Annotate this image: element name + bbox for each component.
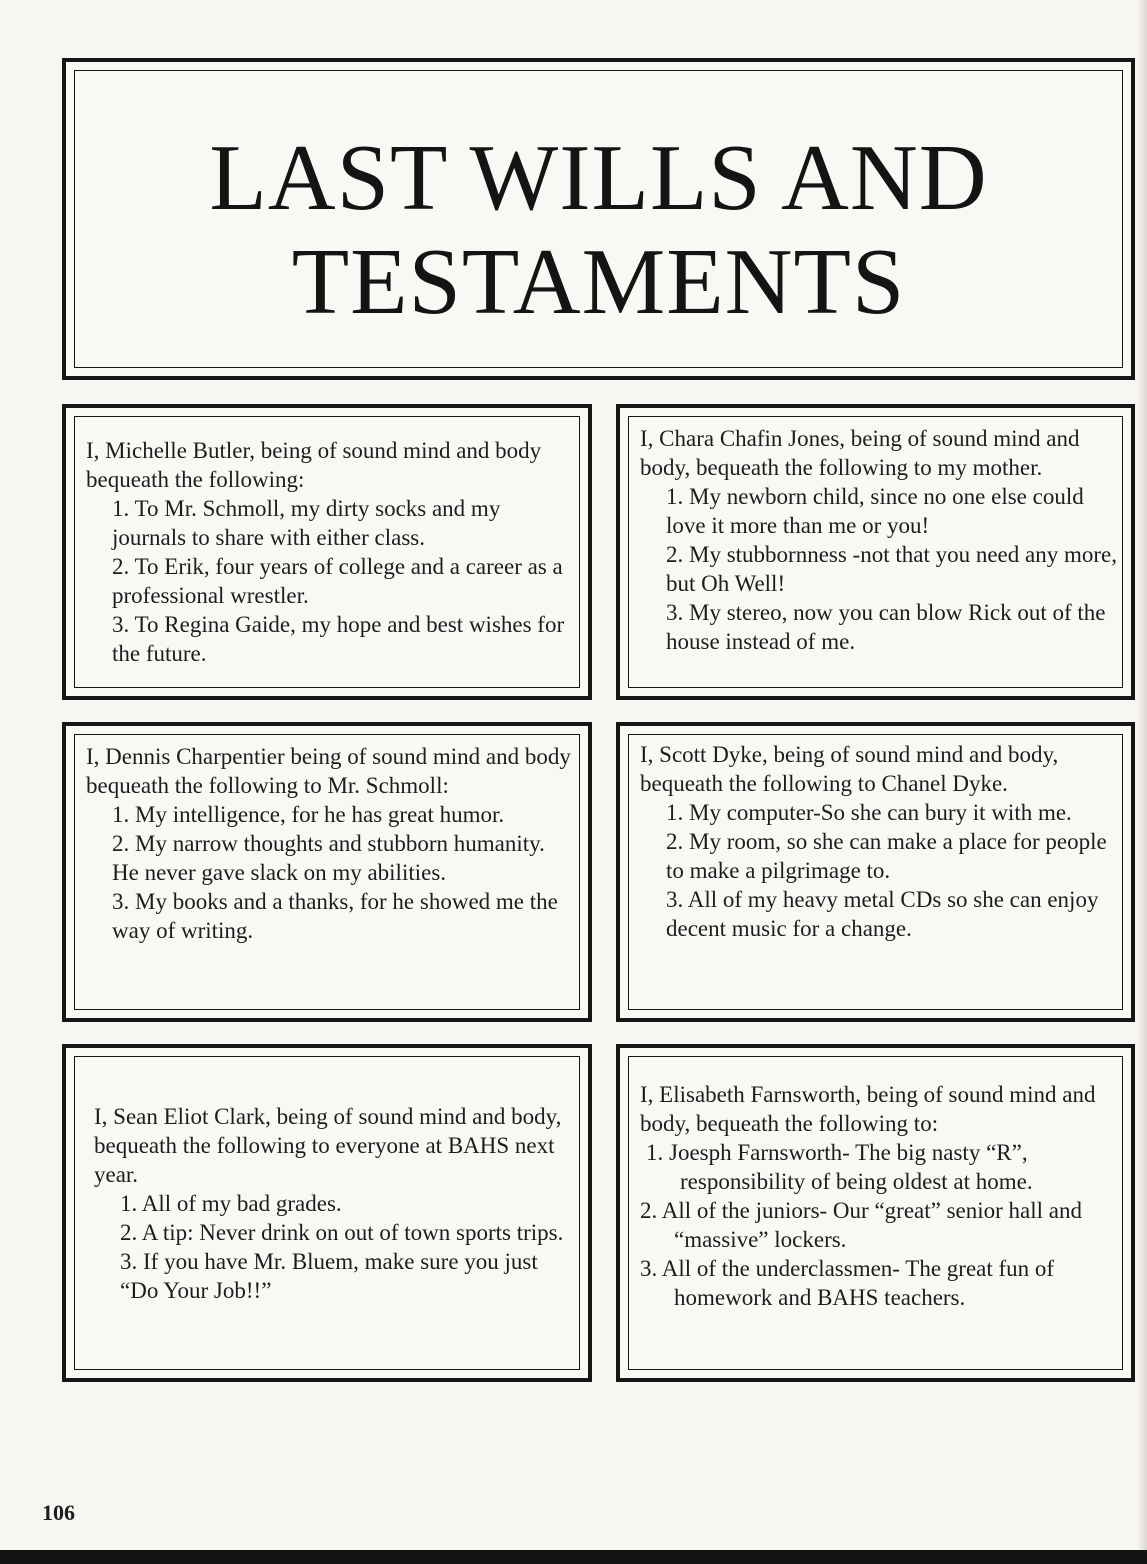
will-text	[86, 742, 574, 945]
will-text	[86, 436, 574, 668]
will-box-sean-eliot-clark	[62, 1044, 592, 1382]
will-box-chara-chafin-jones	[616, 404, 1135, 700]
will-item: 2. All of the juniors- Our “great” senior hall and “massive” lockers.	[640, 1198, 1082, 1252]
title-box	[62, 58, 1135, 380]
page-title	[66, 126, 1131, 334]
will-intro: I, Elisabeth Farnsworth, being of sound mind and body, bequeath the following to:	[640, 1082, 1096, 1136]
will-item: 2. My room, so she can make a place for people to make a pilgrimage to.	[666, 829, 1107, 883]
will-item: 1. My newborn child, since no one else could love it more than me or you!	[666, 484, 1084, 538]
will-item: 3. All of my heavy metal CDs so she can enjoy decent music for a change.	[666, 887, 1099, 941]
will-intro: I, Sean Eliot Clark, being of sound mind and body, bequeath the following to everyone at BAHS next year.	[94, 1104, 562, 1187]
will-item: 3. My books and a thanks, for he showed me the way of writing.	[112, 889, 558, 943]
will-box-elisabeth-farnsworth	[616, 1044, 1135, 1382]
will-intro: I, Chara Chafin Jones, being of sound mind and body, bequeath the following to my mother.	[640, 426, 1080, 480]
will-item: 1. Joesph Farnsworth- The big nasty “R”, responsibility of being oldest at home.	[646, 1140, 1033, 1194]
will-item: 1. My computer-So she can bury it with me.	[666, 800, 1072, 825]
will-item: 1. My intelligence, for he has great humor.	[112, 802, 505, 827]
page-number: 106	[42, 1500, 75, 1525]
title-line-2: TESTAMENTS	[291, 230, 906, 334]
will-item: 1. All of my bad grades.	[120, 1191, 342, 1216]
will-item: 3. All of the underclassmen- The great fun of homework and BAHS teachers.	[640, 1256, 1055, 1310]
will-intro: I, Dennis Charpentier being of sound mind and body bequeath the following to Mr. Schmoll:	[86, 744, 571, 798]
will-box-dennis-charpentier	[62, 722, 592, 1022]
will-item: 3. My stereo, now you can blow Rick out of the house instead of me.	[666, 600, 1106, 654]
will-item: 2. A tip: Never drink on out of town sports trips.	[120, 1220, 564, 1245]
title-line-1: LAST WILLS AND	[209, 126, 988, 230]
will-box-scott-dyke	[616, 722, 1135, 1022]
will-box-michelle-butler	[62, 404, 592, 700]
will-text	[640, 1080, 1121, 1312]
page-edge-shadow	[1137, 0, 1147, 1564]
will-intro: I, Scott Dyke, being of sound mind and body, bequeath the following to Chanel Dyke.	[640, 742, 1059, 796]
will-item: 1. To Mr. Schmoll, my dirty socks and my journals to share with either class.	[112, 496, 501, 550]
will-text	[94, 1102, 574, 1305]
will-text	[640, 740, 1121, 943]
will-item: 2. My stubbornness -not that you need any more, but Oh Well!	[666, 542, 1117, 596]
bottom-scan-band	[0, 1550, 1147, 1564]
will-item: 2. To Erik, four years of college and a career as a professional wrestler.	[112, 554, 563, 608]
will-intro: I, Michelle Butler, being of sound mind and body bequeath the following:	[86, 438, 542, 492]
will-item: 3. If you have Mr. Bluem, make sure you just “Do Your Job!!”	[120, 1249, 538, 1303]
will-item: 3. To Regina Gaide, my hope and best wishes for the future.	[112, 612, 565, 666]
will-text	[640, 424, 1121, 656]
will-item: 2. My narrow thoughts and stubborn humanity. He never gave slack on my abilities.	[112, 831, 545, 885]
